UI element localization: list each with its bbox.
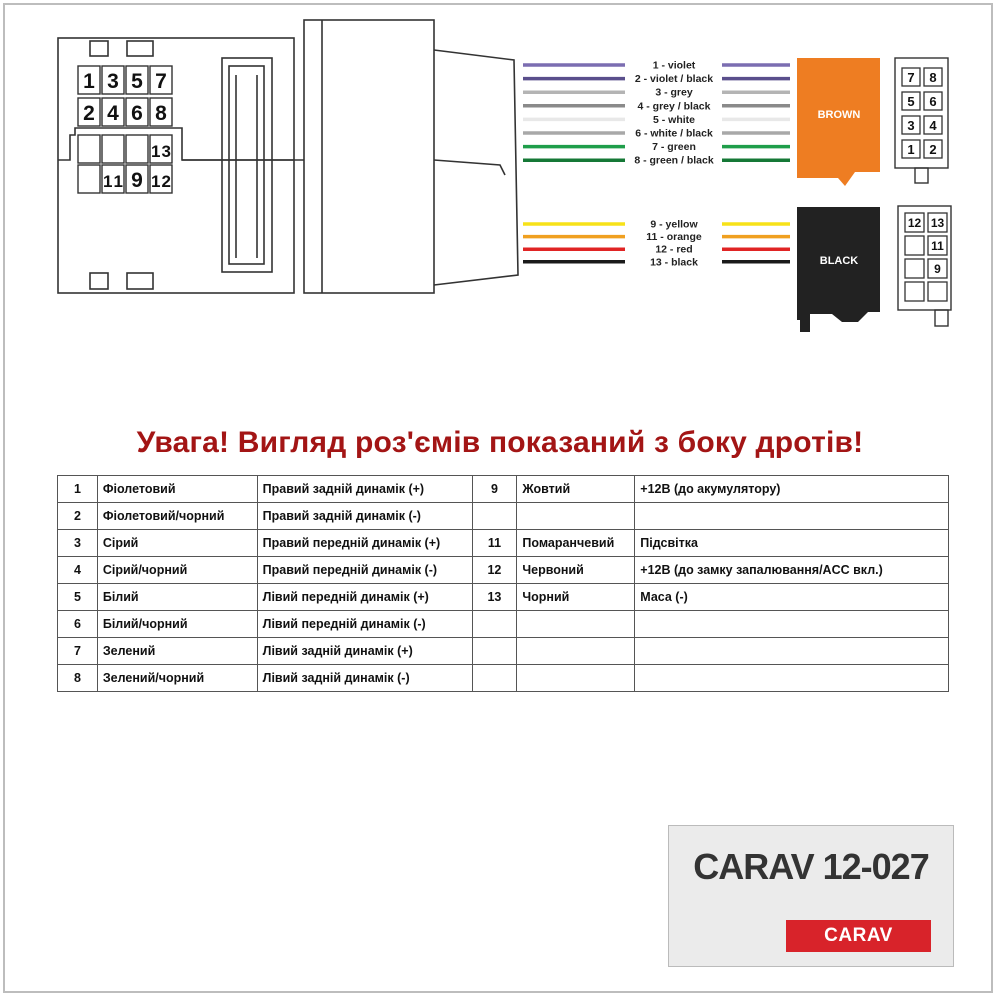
- table-cell: Лівий передній динамік (-): [257, 611, 472, 638]
- face-pin-number: 4: [107, 102, 119, 125]
- table-row: [58, 665, 949, 692]
- table-row: [58, 476, 949, 503]
- table-cell: 2: [58, 503, 98, 530]
- table-cell: 11: [472, 530, 517, 557]
- carav-logo: CARAV: [786, 920, 931, 952]
- face-pin-cell: [78, 165, 100, 193]
- wire-label: 3 - grey: [655, 86, 693, 99]
- wire-label: 1 - violet: [652, 59, 696, 72]
- table-cell: [635, 503, 949, 530]
- table-row: [58, 530, 949, 557]
- brown-pin-grid: [902, 68, 942, 158]
- latch-top-left: [90, 41, 108, 56]
- brown-pin-face-tab: [915, 168, 928, 183]
- latch-bottom-left: [90, 273, 108, 289]
- table-cell: 7: [58, 638, 98, 665]
- face-pin-number: 7: [155, 70, 167, 93]
- table-cell: 6: [58, 611, 98, 638]
- table-cell: Лівий передній динамік (+): [257, 584, 472, 611]
- table-cell: Помаранчевий: [517, 530, 635, 557]
- table-row: [58, 557, 949, 584]
- black-pin-cell: [905, 259, 924, 278]
- brown-pin-face-outline: [895, 58, 948, 168]
- face-pin-cell: [78, 135, 100, 163]
- table-cell: 5: [58, 584, 98, 611]
- table-row: [58, 584, 949, 611]
- wire-label: 2 - violet / black: [634, 73, 714, 86]
- wire-label: 12 - red: [655, 243, 693, 256]
- table-cell: 12: [472, 557, 517, 584]
- table-cell: [517, 665, 635, 692]
- brown-connector: [797, 58, 880, 186]
- table-cell: [517, 503, 635, 530]
- brown-connector-body: [797, 58, 880, 186]
- brown-pin-face: [895, 58, 948, 183]
- table-cell: 4: [58, 557, 98, 584]
- black-pin-cell: [905, 282, 924, 301]
- black-pin-number: 13: [930, 216, 945, 230]
- table-cell: Фіолетовий/чорний: [97, 503, 257, 530]
- latch-bottom-right: [127, 273, 153, 289]
- face-pin-number: 1: [83, 70, 95, 93]
- table-cell: Чорний: [517, 584, 635, 611]
- brown-pin-number: 3: [907, 118, 915, 133]
- table-cell: Зелений/чорний: [97, 665, 257, 692]
- brown-pin-number: 4: [929, 118, 937, 133]
- brown-pin-number: 1: [907, 142, 915, 157]
- table-cell: 1: [58, 476, 98, 503]
- wire-label: 5 - white: [652, 113, 696, 126]
- side-view-body: [304, 20, 434, 293]
- table-cell: 9: [472, 476, 517, 503]
- table-cell: Фіолетовий: [97, 476, 257, 503]
- wiring-diagram: [0, 0, 1000, 420]
- table-cell: Сірий/чорний: [97, 557, 257, 584]
- table-cell: Білий/чорний: [97, 611, 257, 638]
- face-pin-grid: [78, 66, 172, 193]
- table-cell: Червоний: [517, 557, 635, 584]
- table-row: [58, 611, 949, 638]
- face-pin-number: 8: [155, 102, 167, 125]
- brown-pin-number: 7: [907, 70, 915, 85]
- brown-pin-number: 2: [929, 142, 937, 157]
- table-cell: Зелений: [97, 638, 257, 665]
- brown-pin-number: 6: [929, 94, 937, 109]
- table-cell: 13: [472, 584, 517, 611]
- table-row: [58, 638, 949, 665]
- wire-bundle: [523, 60, 790, 269]
- black-pin-number: 12: [907, 216, 922, 230]
- table-row: [58, 503, 949, 530]
- face-pin-cell: [126, 135, 148, 163]
- black-pin-number: 9: [934, 262, 941, 276]
- black-pin-number: 11: [931, 239, 944, 253]
- table-cell: Правий передній динамік (-): [257, 557, 472, 584]
- wire-label: 4 - grey / black: [637, 100, 711, 113]
- face-pin-number: 12: [151, 172, 171, 191]
- table-cell: 8: [58, 665, 98, 692]
- latch-top-right: [127, 41, 153, 56]
- table-cell: Правий передній динамік (+): [257, 530, 472, 557]
- wire-label: 7 - green: [652, 141, 696, 154]
- table-cell: Правий задній динамік (-): [257, 503, 472, 530]
- face-pin-number: 5: [131, 70, 143, 93]
- table-cell: [472, 638, 517, 665]
- face-pin-number: 9: [131, 169, 143, 192]
- table-cell: [517, 638, 635, 665]
- side-view-clip: [434, 160, 505, 175]
- table-cell: Білий: [97, 584, 257, 611]
- black-pin-cell: [905, 236, 924, 255]
- table-cell: [635, 611, 949, 638]
- table-cell: Правий задній динамік (+): [257, 476, 472, 503]
- brown-pin-number: 8: [929, 70, 937, 85]
- table-cell: [635, 638, 949, 665]
- black-connector-body: [797, 207, 880, 332]
- warning-title: Увага! Вигляд роз'ємів показаний з боку дротів!: [136, 426, 864, 459]
- table-cell: [472, 665, 517, 692]
- wire-label: 13 - black: [650, 256, 698, 269]
- face-pin-number: 6: [131, 102, 143, 125]
- brown-connector-label: BROWN: [817, 109, 861, 121]
- face-pin-number: 3: [107, 70, 119, 93]
- wire-label: 9 - yellow: [650, 218, 698, 231]
- table-cell: Підсвітка: [635, 530, 949, 557]
- pin-assignment-table: [57, 475, 949, 692]
- table-cell: 3: [58, 530, 98, 557]
- face-pin-number: 13: [151, 142, 171, 161]
- wire-label: 11 - orange: [646, 231, 702, 244]
- wire-label: 8 - green / black: [634, 154, 714, 167]
- table-cell: Лівий задній динамік (-): [257, 665, 472, 692]
- black-pin-cell: [928, 282, 947, 301]
- face-pin-number: 11: [103, 172, 123, 191]
- table-cell: Лівий задній динамік (+): [257, 638, 472, 665]
- table-cell: Сірий: [97, 530, 257, 557]
- black-pin-grid: [905, 213, 947, 301]
- wire-label: 6 - white / black: [635, 127, 713, 140]
- table-cell: [472, 503, 517, 530]
- table-cell: Маса (-): [635, 584, 949, 611]
- side-view-wire-boot: [434, 50, 518, 285]
- brown-pin-number: 5: [907, 94, 915, 109]
- table-cell: [472, 611, 517, 638]
- face-pin-number: 2: [83, 102, 95, 125]
- table-cell: +12В (до акумулятору): [635, 476, 949, 503]
- model-panel: [668, 825, 954, 967]
- face-pin-cell: [102, 135, 124, 163]
- face-divider-line: [58, 128, 294, 160]
- table-cell: [517, 611, 635, 638]
- black-connector-label: BLACK: [819, 255, 859, 267]
- connector-side-view: [182, 20, 518, 293]
- black-pin-face-tab: [935, 310, 948, 326]
- table-cell: +12В (до замку запалювання/ACC вкл.): [635, 557, 949, 584]
- model-number: CARAV 12-027: [693, 846, 929, 887]
- face-side-slot-inner: [229, 66, 264, 264]
- table-cell: Жовтий: [517, 476, 635, 503]
- black-connector: [797, 207, 880, 332]
- table-cell: [635, 665, 949, 692]
